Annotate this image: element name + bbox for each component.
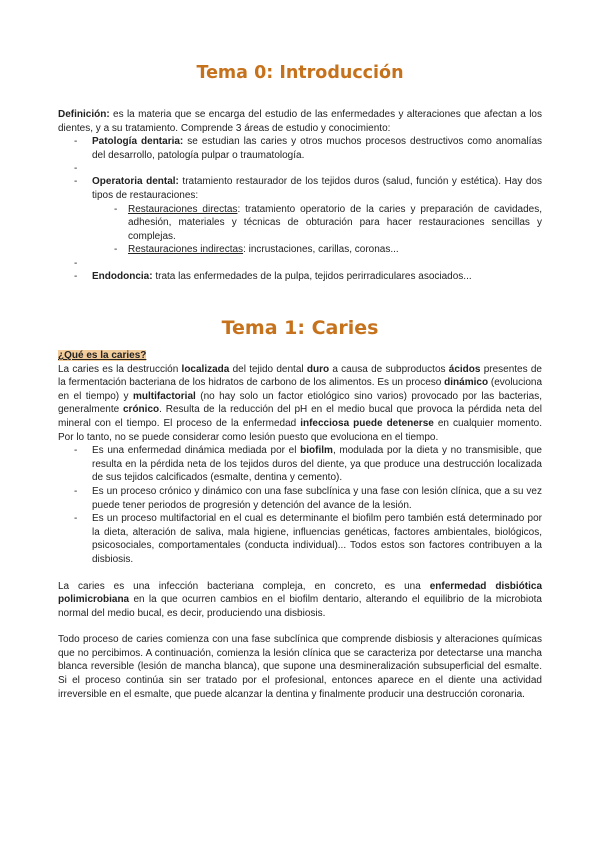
caries-features-list: [58, 444, 542, 566]
item-term: Patología dentaria:: [92, 136, 184, 148]
spacer: [58, 567, 542, 580]
restorations-list: [58, 203, 542, 257]
subitem-term: Restauraciones directas: [128, 203, 238, 215]
paragraph-process: Todo proceso de caries comienza con una fase subclínica que comprende disbiosis y alteraciones químicas que no percibimos. A continuación, comienza la lesión clínica que se caracteriza por detectarse una mancha blanca reversible (lesión de mancha blanca), que supone una desmineralización subsuperficial del esmalte. Si el proceso continúa sin ser tratado por el profesional, entonces aparece en el diente una actividad irreversible en el esmalte, que puede alcanzar la dentina y finalmente producir una destrucción coronaria.: [58, 634, 542, 700]
definition-term: Definición:: [58, 109, 110, 120]
item-text: se estudian las caries y otros muchos procesos destructivos como anomalías del desarrollo, patología pulpar o traumatología.: [92, 136, 543, 161]
list-item: [58, 243, 542, 257]
tema0-title: Tema 0: Introducción: [196, 63, 404, 83]
tema0-body: [58, 108, 542, 284]
subitem-term: Restauraciones indirectas: [128, 244, 244, 256]
subitem-text: : incrustaciones, carillas, coronas...: [243, 244, 399, 256]
list-item: - Es una enfermedad dinámica mediada por el biofilm, modulada por la dieta y no transmisible, que resulta en la pérdida neta de los tejidos duros del diente, ya que produce una destrucción localizada de sus tejidos calcificados (esmalte, dentina y cemento).: [58, 444, 542, 485]
list-item: [58, 270, 542, 284]
intro-paragraph: La caries es la destrucción localizada del tejido dental duro a causa de subproductos ácidos presentes de la fermentación bacteriana de los hidratos de carbono de los alimentos. Es un proceso dinámico (evoluciona en el tiempo) y multifactorial (no hay solo un factor etiológico sino varios) provocado por las bacterias, generalmente crónico. Resulta de la reducción del pH en el medio bucal que provoca la pérdida neta del mineral con el tiempo. El proceso de la enfermedad infecciosa puede detenerse en cualquier momento. Por lo tanto, no se puede considerar como lesión puesto que evoluciona en el tiempo.: [58, 363, 543, 443]
item-text: tratamiento restaurador de los tejidos duros (salud, función y estética). Hay dos tipos de restauraciones:: [92, 176, 542, 201]
tema1-title: Tema 1: Caries: [221, 317, 379, 339]
list-item: [58, 135, 542, 162]
item-term: Endodoncia:: [92, 270, 153, 282]
definition-paragraph: [58, 108, 542, 135]
subitem-text: : tratamiento operatorio de la caries y preparación de cavidades, adhesión, materiales y técnicas de obturación para hacer restauraciones sencillas y complejas.: [128, 203, 542, 242]
spacer: [58, 162, 542, 175]
definition-text: es la materia que se encarga del estudio de las enfermedades y alteraciones que afectan a los dientes, y a su tratamiento. Comprende 3 áreas de estudio y conocimiento:: [58, 109, 542, 134]
item-term: Operatoria dental:: [92, 176, 179, 188]
list-item: [58, 175, 542, 257]
list-item: - Es un proceso multifactorial en el cual es determinante el biofilm pero también está determinado por la dieta, alteración de saliva, mala higiene, influencias genéticas, factores ambientales, biológicos, psicosociales, comportamentales (conducta individual)... Todos estos son factores contribuyen a la disbiosis.: [58, 512, 542, 566]
tema1-body: [58, 349, 542, 701]
spacer: [58, 257, 542, 270]
paragraph-dysbiosis: La caries es una infección bacteriana compleja, en concreto, es una enfermedad disbiótica polimicrobiana en la que ocurren cambios en el biofilm dentario, alterando el equilibrio de la microbiota normal del medio bucal, es decir, produciendo una disbiosis.: [58, 580, 543, 619]
spacer: [58, 620, 542, 633]
question-highlight: ¿Qué es la caries?: [58, 350, 147, 361]
areas-list: [58, 135, 542, 283]
list-item: [58, 203, 542, 244]
list-item: - Es un proceso crónico y dinámico con una fase subclínica y una fase con lesión clínica, que a su vez puede tener periodos de progresión y detención del avance de la lesión.: [58, 485, 542, 512]
section-question: [58, 349, 542, 363]
item-text: trata las enfermedades de la pulpa, tejidos perirradiculares asociados...: [152, 270, 472, 282]
